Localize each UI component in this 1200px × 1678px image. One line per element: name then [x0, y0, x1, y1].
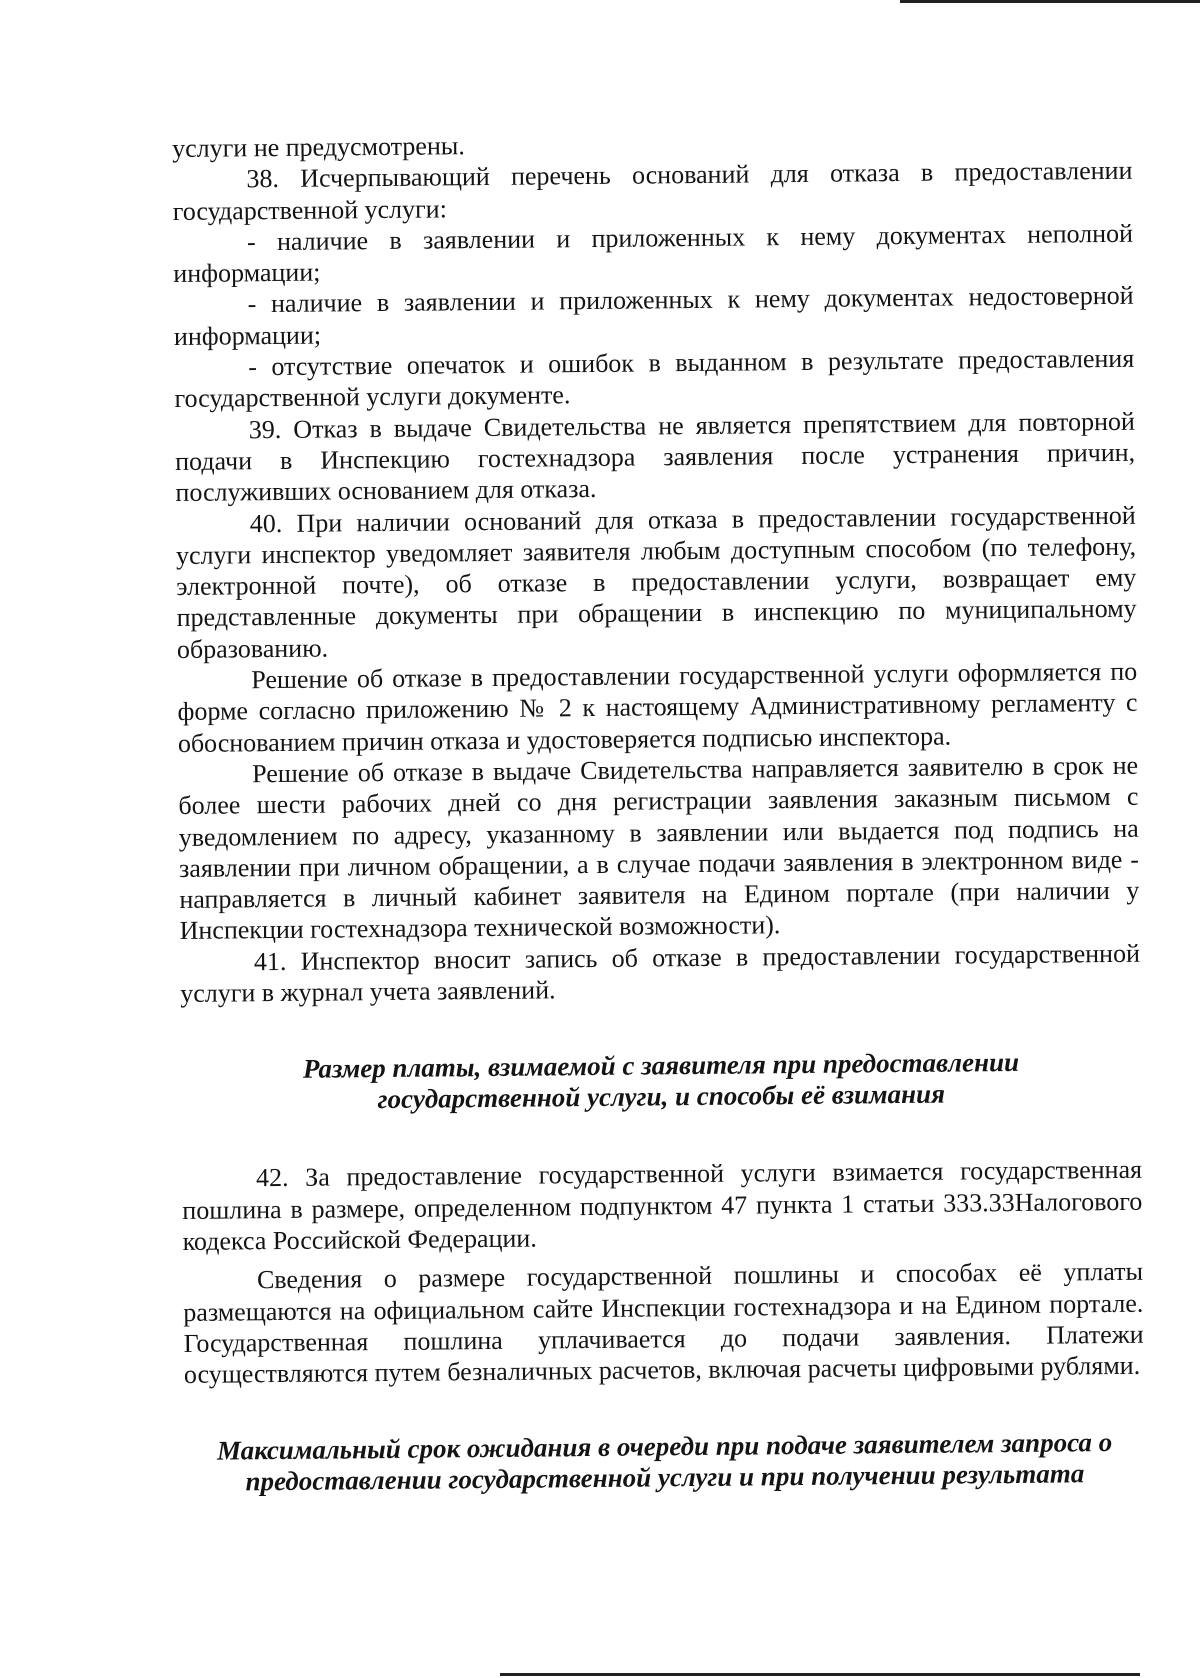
scan-edge-mark-bottom — [500, 1673, 1140, 1676]
section-heading-queue — [185, 1427, 1146, 1498]
section-heading-queue-line-2: предоставлении государственной услуги и при получении результата — [245, 1458, 1085, 1497]
paragraph-42-payment-info: Сведения о размере государственной пошлины и способах её уплаты размещаются на официальном сайте Инспекции гостехнадзора и на Едином портале. Государственная пошлина уплачивается до подачи заявления. Платежи осуществляются путем безналичных расчетов, включая расчеты цифровыми рублями. — [183, 1256, 1144, 1390]
paragraph-38-item-3: - отсутствие опечаток и ошибок в выданном в результате предоставления государственной услуги документе. — [174, 343, 1135, 414]
section-heading-fee-line-1: Размер платы, взимаемой с заявителя при предоставлении — [302, 1047, 1020, 1085]
paragraph-40-decision-delivery: Решение об отказе в выдаче Свидетельства направляется заявителю в срок не более шести рабочих дней со дня регистрации заявления заказным письмом с уведомлением по адресу, указанному в заявлении или выдается под подпись на заявлении при личном обращении, а в случае подачи заявления в электронном виде - направляется в личный кабинет заявителя на Едином портале (при наличии у Инспекции гостехнадзора технической возможности). — [178, 750, 1140, 946]
paragraph-38-item-2: - наличие в заявлении и приложенных к нему документах недостоверной информации; — [173, 281, 1134, 351]
scan-edge-mark-top — [900, 0, 1200, 3]
paragraph-38-item-1: - наличие в заявлении и приложенных к нему документах неполной информации; — [173, 218, 1134, 289]
section-heading-fee-line-2: государственной услуги, и способы её взимания — [377, 1078, 946, 1115]
section-heading-queue-line-1: Максимальный срок ожидания в очереди при подаче заявителем запроса о — [216, 1427, 1113, 1467]
paragraph-42: 42. За предоставление государственной услуги взимается государственная пошлина в размере, определенном подпунктом 47 пункта 1 статьи 333.33Налогового кодекса Российской Федерации. — [182, 1155, 1143, 1256]
paragraph-40-decision-form: Решение об отказе в предоставлении государственной услуги оформляется по форме согласно приложению № 2 к настоящему Административному регламенту с обоснованием причин отказа и удостоверяется подписью инспектора. — [177, 656, 1138, 758]
document-page — [172, 124, 1145, 1499]
paragraph-41: 41. Инспектор вносит запись об отказе в предоставлении государственной услуги в журнал учета заявлений. — [180, 938, 1141, 1008]
paragraph-continuation: услуги не предусмотрены. — [172, 131, 465, 163]
paragraph-38: 38. Исчерпывающий перечень оснований для отказа в предоставлении государственной услуги: — [172, 156, 1133, 226]
paragraph-39: 39. Отказ в выдаче Свидетельства не является препятствием для повторной подачи в Инспекцию гостехнадзора заявления после устранения причин, послуживших основанием для отказа. — [175, 406, 1136, 508]
paragraph-40: 40. При наличии оснований для отказа в предоставлении государственной услуги инспектор уведомляет заявителя любым доступным способом (по телефону, электронной почте), об отказе в предоставлении услуги, возвращает ему представленные документы при обращении в инспекцию по муниципальному образованию. — [175, 500, 1137, 664]
section-heading-fee — [181, 1046, 1142, 1117]
fee-section-body — [182, 1154, 1144, 1390]
